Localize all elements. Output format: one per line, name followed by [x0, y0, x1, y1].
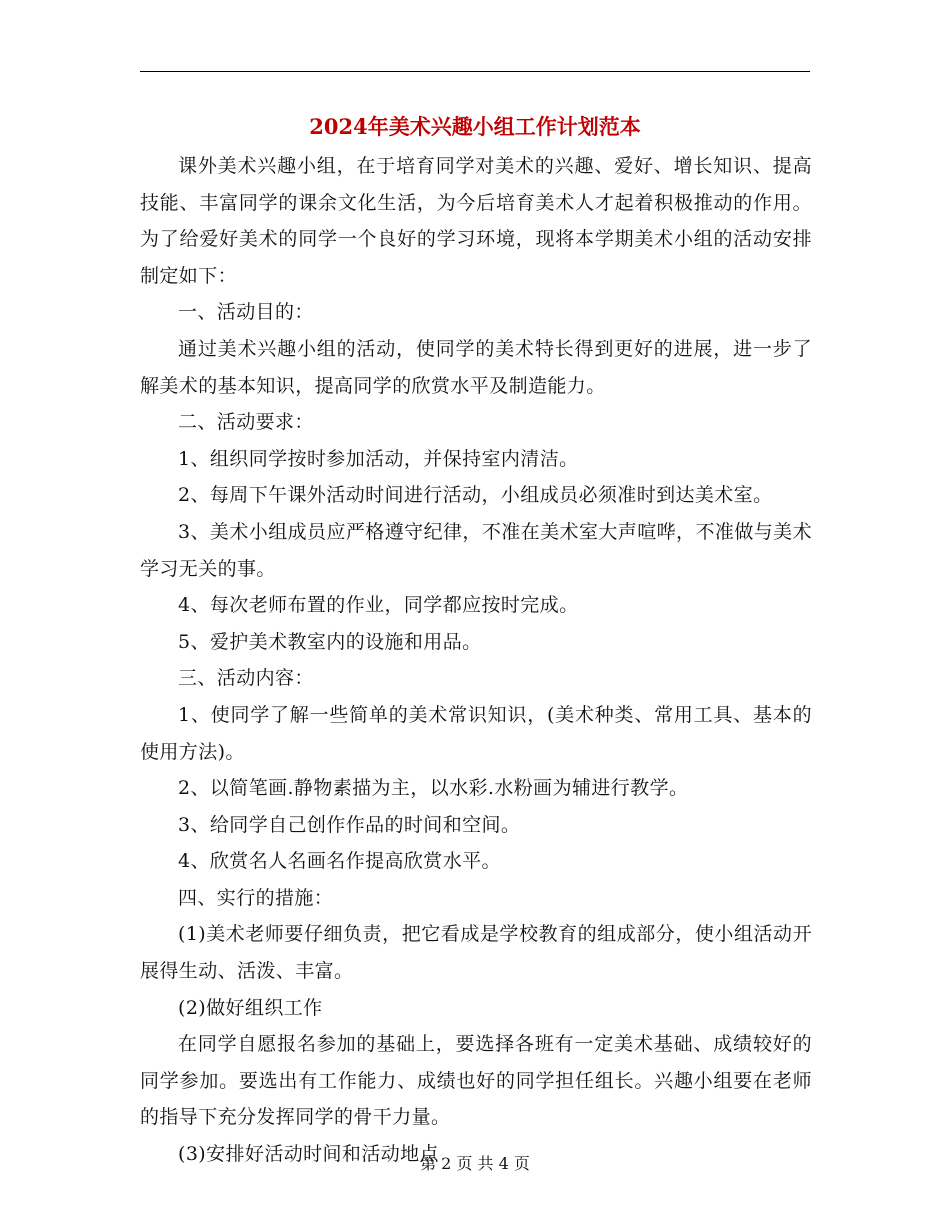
- page-footer: 第 2 页 共 4 页: [420, 1154, 530, 1173]
- paragraph-intro: 课外美术兴趣小组，在于培育同学对美术的兴趣、爱好、增长知识、提高技能、丰富同学的课余文化生活，为今后培育美术人才起着积极推动的作用。为了给爱好美术的同学一个良好的学习环境，现将本学期美术小组的活动安排制定如下：: [140, 155, 812, 287]
- measure-item: (1)美术老师要仔细负责，把它看成是学校教育的组成部分，使小组活动开展得生动、活泼、丰富。: [140, 923, 812, 983]
- header-rule: [140, 71, 810, 72]
- content-item: 2、以简笔画.静物素描为主，以水彩.水粉画为辅进行教学。: [178, 777, 689, 800]
- content-item: 1、使同学了解一些简单的美术常识知识，(美术种类、常用工具、基本的使用方法)。: [140, 703, 812, 763]
- heading-content: 三、活动内容：: [178, 667, 314, 690]
- document-title: 2024年美术兴趣小组工作计划范本: [309, 114, 641, 139]
- measure-detail: 在同学自愿报名参加的基础上，要选择各班有一定美术基础、成绩较好的同学参加。要选出有工作能力、成绩也好的同学担任组长。兴趣小组要在老师的指导下充分发挥同学的骨干力量。: [140, 1033, 812, 1129]
- paragraph-purpose: 通过美术兴趣小组的活动，使同学的美术特长得到更好的进展，进一步了解美术的基本知识，提高同学的欣赏水平及制造能力。: [140, 337, 812, 397]
- requirement-item: 1、组织同学按时参加活动，并保持室内清洁。: [178, 447, 579, 470]
- heading-requirements: 二、活动要求：: [178, 411, 314, 434]
- heading-measures: 四、实行的措施：: [178, 886, 334, 909]
- measure-item: (2)做好组织工作: [178, 996, 323, 1019]
- requirement-item: 2、每周下午课外活动时间进行活动，小组成员必须准时到达美术室。: [178, 484, 773, 507]
- heading-purpose: 一、活动目的：: [178, 301, 314, 324]
- document-body: [140, 148, 812, 1173]
- requirement-item: 5、爱护美术教室内的设施和用品。: [178, 630, 482, 653]
- requirement-item: 4、每次老师布置的作业，同学都应按时完成。: [178, 594, 579, 617]
- content-item: 4、欣赏名人名画名作提高欣赏水平。: [178, 850, 501, 873]
- measure-item: (3)安排好活动时间和活动地点: [178, 1143, 439, 1166]
- content-item: 3、给同学自己创作作品的时间和空间。: [178, 813, 521, 836]
- requirement-item: 3、美术小组成员应严格遵守纪律，不准在美术室大声喧哗，不准做与美术学习无关的事。: [140, 520, 812, 580]
